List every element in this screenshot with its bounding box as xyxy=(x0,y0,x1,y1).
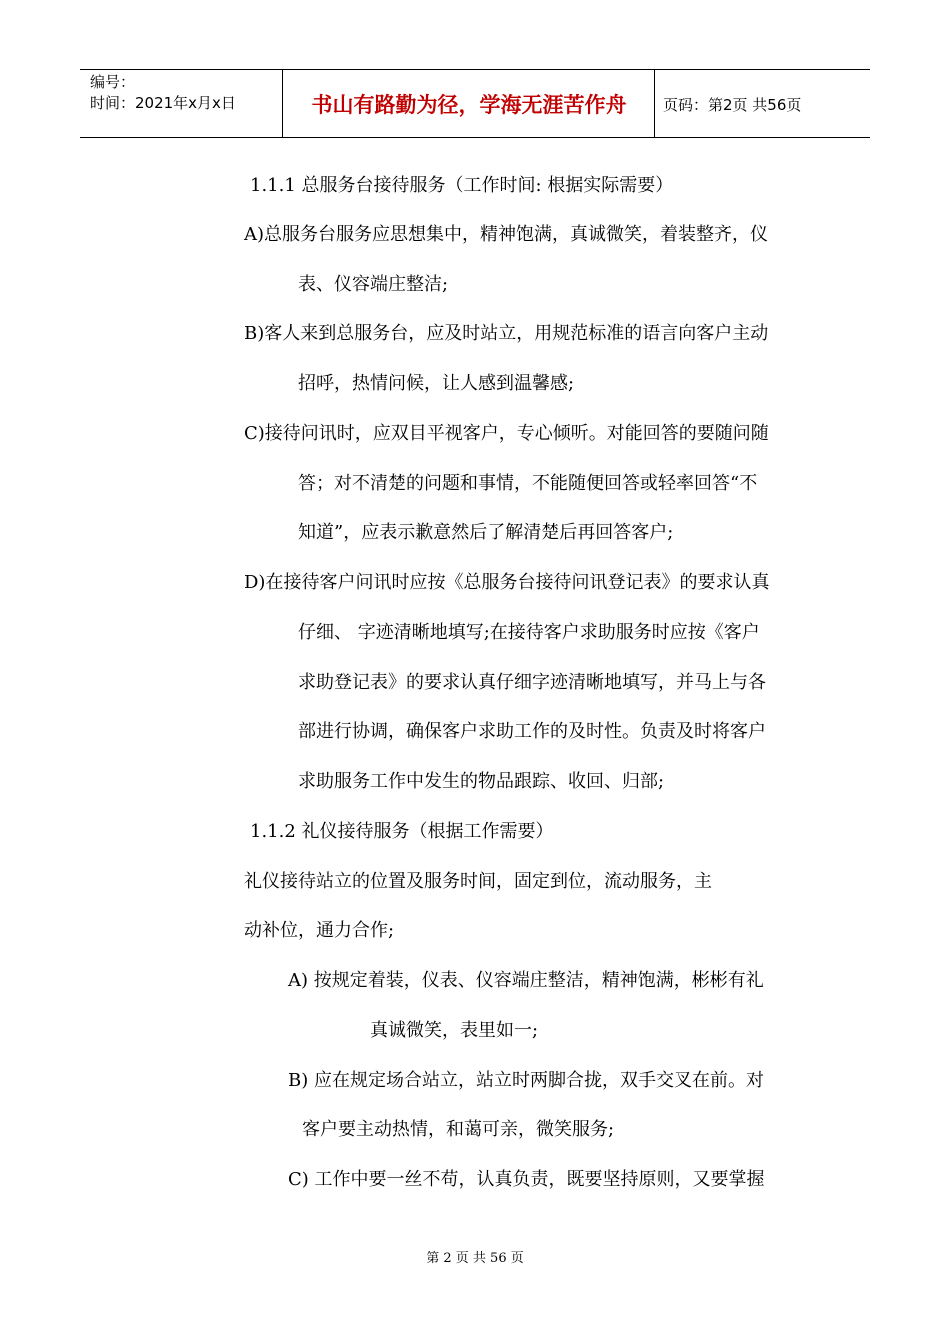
body-line: 部进行协调，确保客户求助工作的及时性。负责及时将客户 xyxy=(298,721,766,742)
header-divider-right xyxy=(654,70,655,137)
body-line: 知道”，应表示歉意然后了解清楚后再回答客户; xyxy=(298,522,674,543)
body-line: 求助服务工作中发生的物品跟踪、收回、归部; xyxy=(298,771,665,792)
body-line: 招呼，热情问候，让人感到温馨感; xyxy=(298,373,575,394)
section-heading-1-1-1: 1.1.1 总服务台接待服务（工作时间: 根据实际需要） xyxy=(250,175,674,196)
body-line: A)总服务台服务应思想集中，精神饱满，真诚微笑，着装整齐，仪 xyxy=(244,224,769,245)
body-line: 真诚微笑，表里如一; xyxy=(370,1020,539,1041)
body-line: A) 按规定着装，仪表、仪容端庄整洁，精神饱满，彬彬有礼 xyxy=(288,970,764,991)
header-page-info: 页码：第2页 共56页 xyxy=(663,96,802,114)
body-line: 仔细、 字迹清晰地填写;在接待客户求助服务时应按《客户 xyxy=(298,622,760,643)
body-line: B)客人来到总服务台，应及时站立，用规范标准的语言向客户主动 xyxy=(244,323,769,344)
header-divider-left xyxy=(282,70,283,137)
body-line: D)在接待客户问讯时应按《总服务台接待问讯登记表》的要求认真 xyxy=(244,572,770,593)
body-line: 求助登记表》的要求认真仔细字迹清晰地填写，并马上与各 xyxy=(298,672,766,693)
body-line: 礼仪接待站立的位置及服务时间，固定到位，流动服务，主 xyxy=(244,871,712,892)
page-header xyxy=(80,69,870,138)
body-line: 答；对不清楚的问题和事情，不能随便回答或轻率回答“不 xyxy=(298,473,758,494)
body-line: 动补位，通力合作; xyxy=(244,920,395,941)
body-line: C) 工作中要一丝不苟，认真负责，既要坚持原则，又要掌握 xyxy=(288,1169,765,1190)
section-heading-1-1-2: 1.1.2 礼仪接待服务（根据工作需要） xyxy=(250,821,554,842)
page-footer: 第 2 页 共 56 页 xyxy=(426,1251,524,1266)
body-line: 表、仪容端庄整洁; xyxy=(298,274,449,295)
document-date-label: 时间：2021年x月x日 xyxy=(90,94,236,112)
body-line: 客户要主动热情，和蔼可亲，微笑服务; xyxy=(302,1119,615,1140)
document-number-label: 编号： xyxy=(90,73,136,91)
header-motto: 书山有路勤为径，学海无涯苦作舟 xyxy=(311,92,627,117)
body-line: B) 应在规定场合站立，站立时两脚合拢，双手交叉在前。对 xyxy=(288,1070,764,1091)
body-line: C)接待问讯时，应双目平视客户，专心倾听。对能回答的要随问随 xyxy=(244,423,769,444)
header-meta xyxy=(90,72,236,114)
